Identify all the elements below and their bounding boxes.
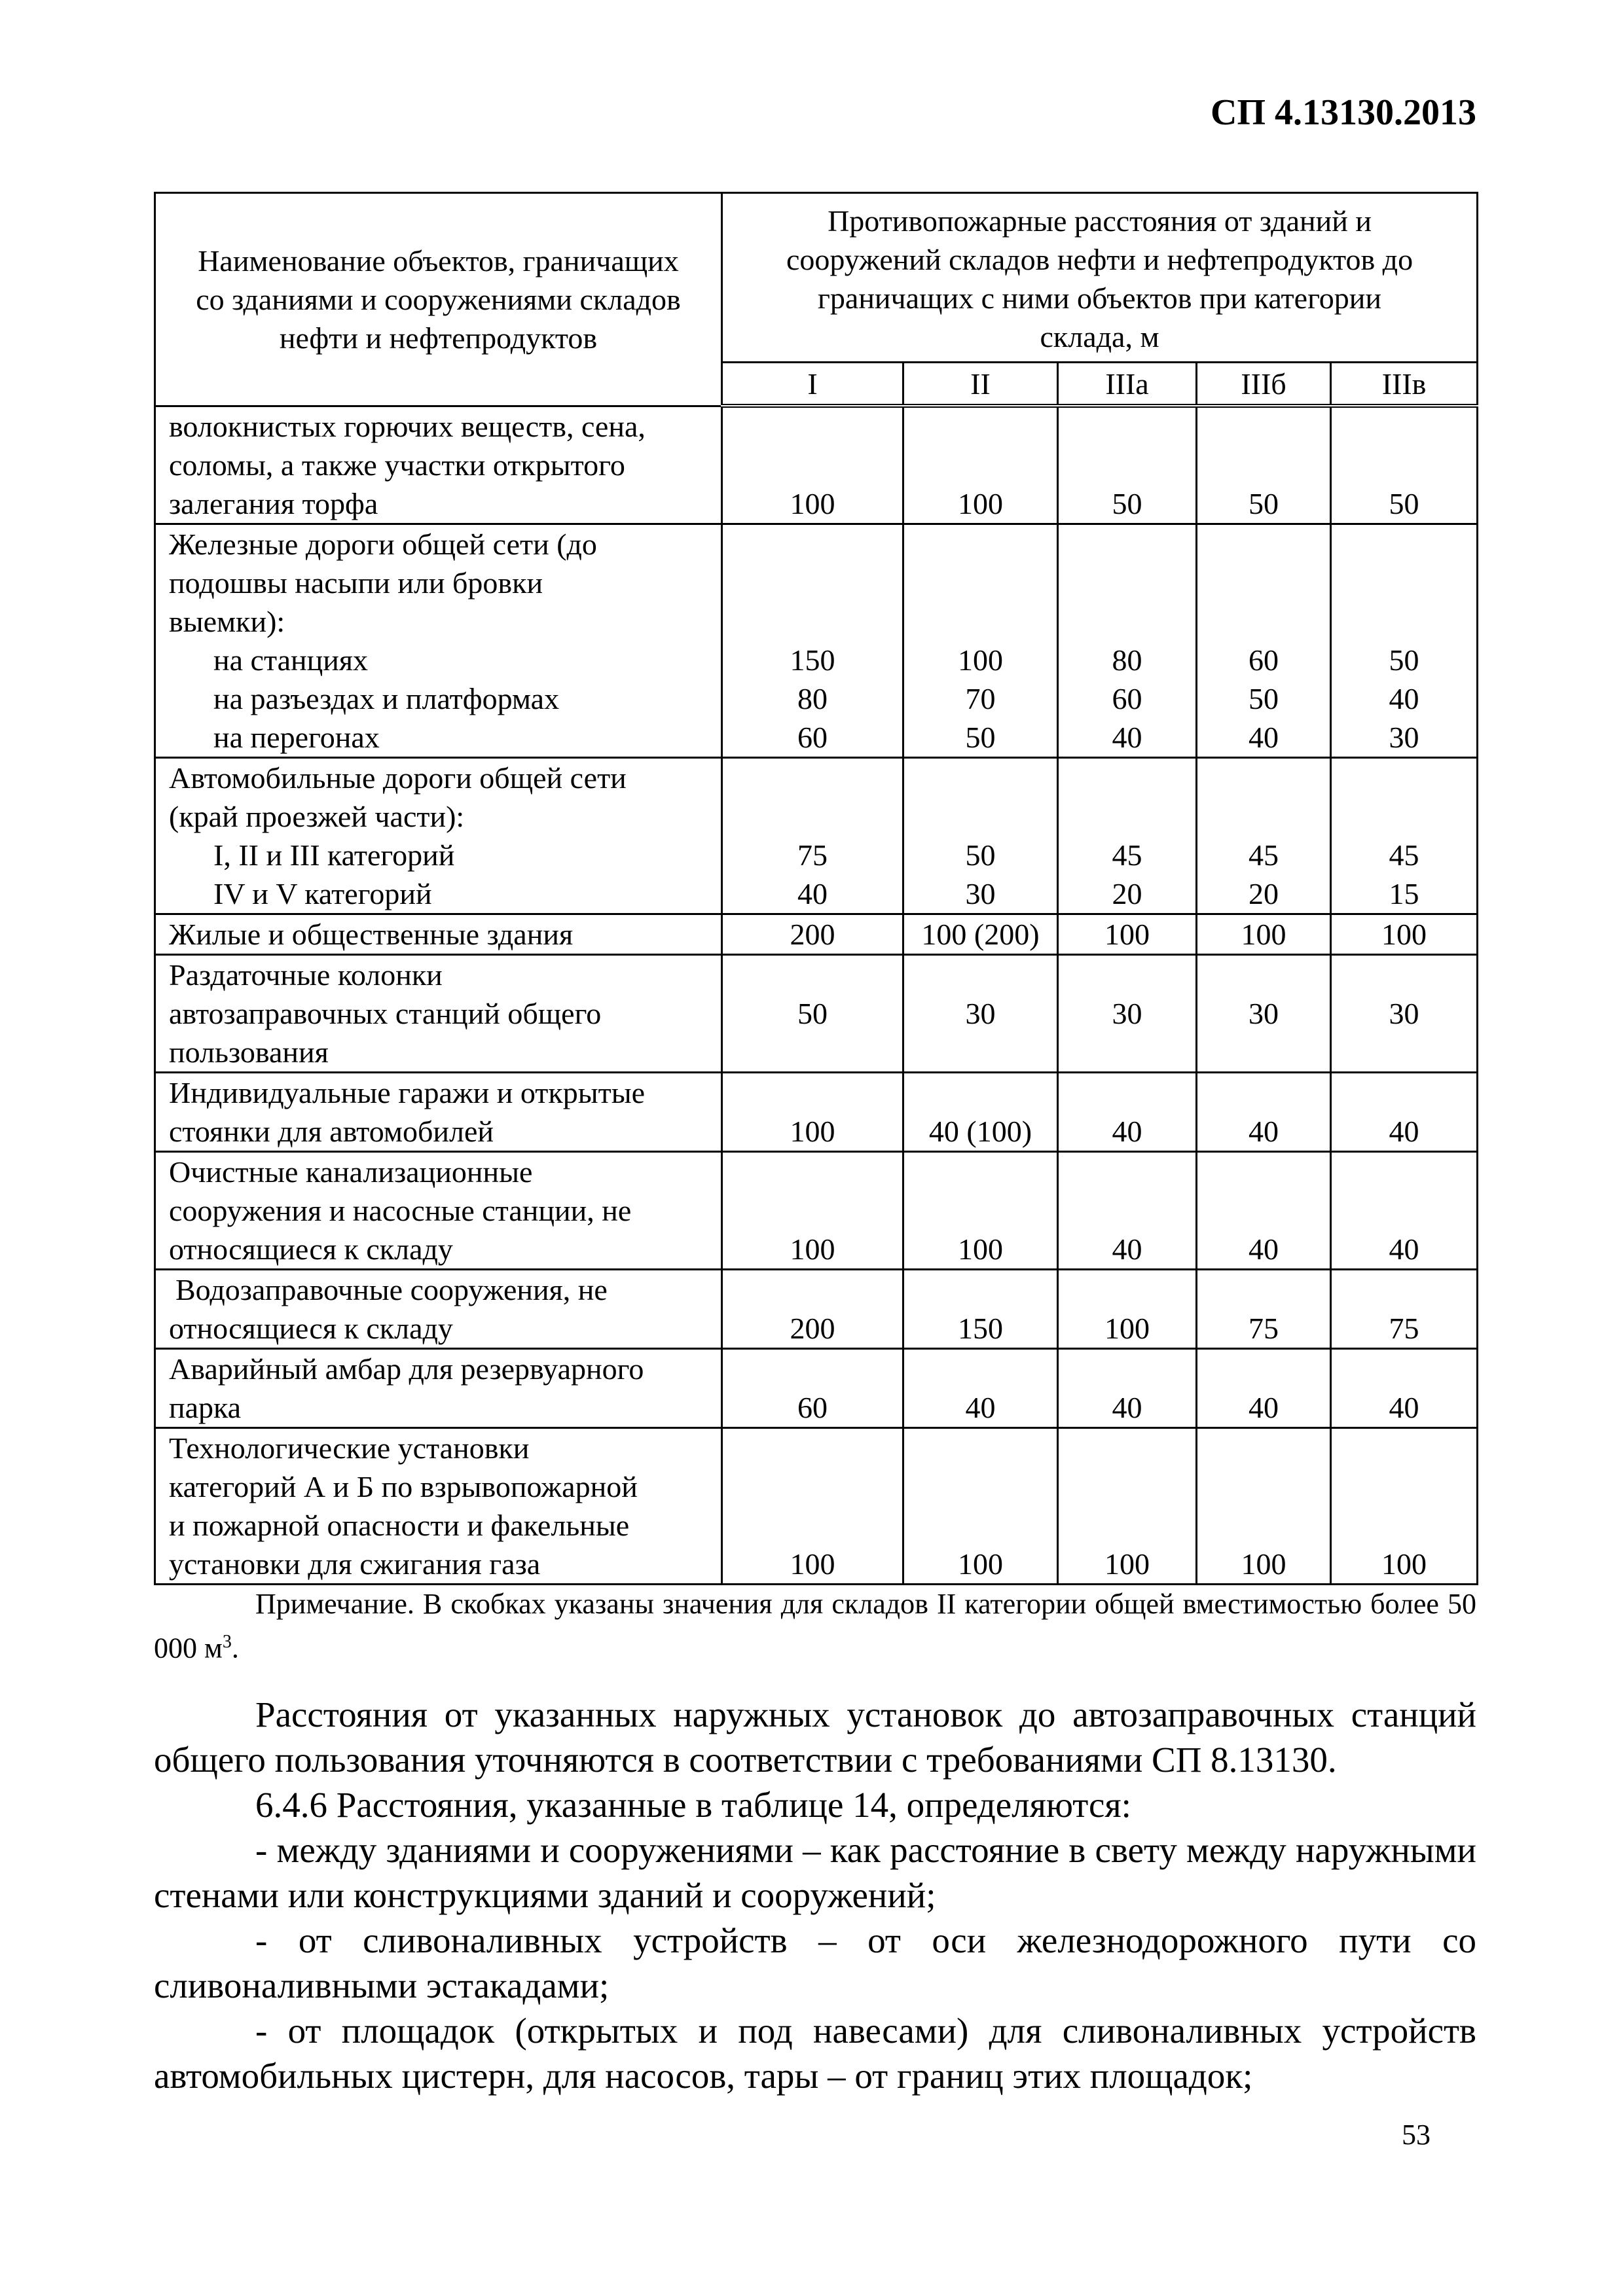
object-name-line: Очистные канализационные [169,1155,533,1189]
object-name-line: Жилые и общественные здания [169,917,574,951]
distance-group-header-line: сооружений складов нефти и нефтепродуктов до [786,243,1413,276]
distance-value: 70 [965,681,996,715]
distance-value-cell [1331,757,1478,914]
table-row [155,1269,1478,1348]
object-name-line: автозаправочных станций общего [169,996,602,1030]
distance-value: 40 [797,876,828,910]
distance-value-cell: 100 [1331,914,1478,954]
object-name-line: категорий А и Б по взрывопожарной [169,1469,638,1503]
distance-value-cell: 100 [722,406,903,524]
table-row [155,1072,1478,1151]
distance-value-cell: 50 [1331,406,1478,524]
distance-value-cell: 100 (200) [903,914,1058,954]
object-subitem-line: на станциях [213,643,369,677]
distance-value-cell [1058,524,1197,757]
distance-value-cell: 200 [722,1269,903,1348]
object-name-line: установки для сжигания газа [169,1547,541,1581]
distance-value: 150 [790,643,835,677]
object-name-line: парка [169,1390,242,1424]
distance-value-cell: 40 [1197,1072,1331,1151]
table-row [155,757,1478,914]
distance-value-cell: 100 [1058,914,1197,954]
object-name-line: сооружения и насосные станции, не [169,1193,632,1227]
object-name-line: стоянки для автомобилей [169,1114,494,1148]
object-name-line: и пожарной опасности и факельные [169,1508,630,1542]
distance-value-cell: 100 [722,1427,903,1584]
table-row [155,406,1478,524]
distance-group-header-line: Противопожарные расстояния от зданий и [828,204,1372,238]
distance-value-cell [903,524,1058,757]
distance-group-header-line: склада, м [1040,320,1159,353]
document-id: СП 4.13130.2013 [1211,92,1476,133]
distance-value: 40 [1389,681,1419,715]
body-paragraph: Расстояния от указанных наружных установок до автозаправочных станций общего пользования уточняются в соответствии с требованиями СП 8.13130. [154,1695,1476,1780]
distance-value: 80 [1112,643,1142,677]
distance-value: 20 [1249,876,1279,910]
object-name-line: относящиеся к складу [169,1232,453,1266]
category-header: II [903,363,1058,406]
object-name-line: Индивидуальные гаражи и открытые [169,1075,646,1109]
page-number: 53 [1402,2119,1431,2151]
object-name-line: залегания торфа [169,486,378,520]
distance-value-cell: 30 [1058,954,1197,1072]
object-subitem-line: на разъездах и платформах [213,681,560,715]
distance-value-cell: 100 [1058,1269,1197,1348]
distance-value: 75 [797,838,828,872]
distance-value-cell: 40 [1331,1072,1478,1151]
distance-value: 15 [1389,876,1419,910]
distance-value-cell [1197,757,1331,914]
category-header: IIIа [1058,363,1197,406]
object-name-line: (край проезжей части): [169,799,465,833]
distance-value: 20 [1112,876,1142,910]
table-row [155,1348,1478,1427]
distance-value-cell: 40 (100) [903,1072,1058,1151]
note-end: . [231,1632,239,1664]
distance-value-cell [722,524,903,757]
distance-value-cell: 100 [1197,1427,1331,1584]
distance-value-cell: 40 [1058,1072,1197,1151]
object-subitem-line: на перегонах [213,720,380,754]
distance-value-cell: 40 [1197,1151,1331,1269]
distance-value-cell [903,757,1058,914]
distance-value: 45 [1112,838,1142,872]
body-paragraph: - между зданиями и сооружениями – как расстояние в свету между наружными стенами или конструкциями зданий и сооружений; [154,1830,1476,1915]
object-name-line: волокнистых горючих веществ, сена, [169,409,646,443]
category-header: IIIв [1331,363,1478,406]
object-name-line: Железные дороги общей сети (до [169,527,597,561]
distance-value: 60 [797,720,828,754]
object-name-line: соломы, а также участки открытого [169,448,625,482]
table-row [155,954,1478,1072]
distance-value-cell: 150 [903,1269,1058,1348]
object-name-cell [155,406,722,524]
category-header: IIIб [1197,363,1331,406]
distance-value-cell: 100 [1197,914,1331,954]
distance-table [154,192,1478,1585]
distance-value-cell: 100 [903,406,1058,524]
body-paragraph: 6.4.6 Расстояния, указанные в таблице 14, определяются: [255,1785,1131,1825]
table-note [154,1585,1476,1668]
body-paragraph: - от сливоналивных устройств – от оси железнодорожного пути со сливоналивными эстакадами; [154,1920,1476,2005]
distance-value-cell: 100 [722,1151,903,1269]
note-text: Примечание. В скобках указаны значения для складов II категории общей вместимостью более 50 000 м [154,1588,1476,1664]
distance-value-cell: 40 [1331,1151,1478,1269]
object-name-header-line: со зданиями и сооружениями складов [196,282,681,316]
distance-value-cell: 100 [1058,1427,1197,1584]
distance-value: 50 [1389,643,1419,677]
distance-value: 50 [965,838,996,872]
distance-value: 80 [797,681,828,715]
table-row [155,1151,1478,1269]
distance-value-cell: 75 [1331,1269,1478,1348]
object-name-line: выемки): [169,604,285,638]
distance-value-cell: 50 [722,954,903,1072]
note-superscript: 3 [222,1632,232,1652]
object-name-line: Водозаправочные сооружения, не [175,1272,608,1306]
distance-value-cell [1331,524,1478,757]
distance-value-cell: 100 [903,1427,1058,1584]
object-subitem-line: I, II и III категорий [213,838,455,872]
distance-value-cell: 40 [1058,1348,1197,1427]
object-name-cell [155,757,722,914]
object-name-cell [155,1348,722,1427]
distance-value: 30 [965,876,996,910]
distance-value: 100 [958,643,1003,677]
distance-value-cell: 40 [903,1348,1058,1427]
distance-value-cell [722,757,903,914]
object-name-line: пользования [169,1035,329,1069]
table-header-row [155,193,1478,363]
object-name-cell [155,1427,722,1584]
table-row [155,524,1478,757]
category-header: I [722,363,903,406]
table-body [155,406,1478,1584]
distance-value: 30 [1389,720,1419,754]
object-name-cell [155,1269,722,1348]
distance-value-cell: 50 [1058,406,1197,524]
distance-value: 50 [1249,681,1279,715]
distance-value-cell: 50 [1197,406,1331,524]
distance-value: 40 [1249,720,1279,754]
object-name-line: Аварийный амбар для резервуарного [169,1352,644,1386]
distance-value-cell [1197,524,1331,757]
object-name-header [155,193,722,406]
distance-value-cell: 30 [903,954,1058,1072]
distance-value: 45 [1249,838,1279,872]
object-name-cell [155,1151,722,1269]
object-name-line: Технологические установки [169,1431,530,1465]
distance-value: 45 [1389,838,1419,872]
distance-value-cell: 30 [1197,954,1331,1072]
distance-value: 60 [1112,681,1142,715]
object-name-cell [155,954,722,1072]
distance-value: 60 [1249,643,1279,677]
object-name-cell [155,524,722,757]
distance-value-cell: 40 [1197,1348,1331,1427]
object-name-header-line: Наименование объектов, граничащих [198,243,679,278]
body-text [154,1692,1476,2098]
distance-value: 50 [965,720,996,754]
table-row [155,914,1478,954]
object-name-cell [155,1072,722,1151]
table-row [155,1427,1478,1584]
object-name-cell [155,914,722,954]
distance-value-cell: 60 [722,1348,903,1427]
distance-group-header [722,193,1478,363]
distance-group-header-line: граничащих с ними объектов при категории [818,281,1382,315]
distance-value-cell: 100 [1331,1427,1478,1584]
distance-value-cell: 30 [1331,954,1478,1072]
distance-value-cell: 200 [722,914,903,954]
object-name-header-line: нефти и нефтепродуктов [279,321,598,355]
distance-value-cell: 75 [1197,1269,1331,1348]
distance-value-cell [1058,757,1197,914]
object-name-line: Раздаточные колонки [169,958,443,992]
object-subitem-line: IV и V категорий [213,876,432,910]
object-name-line: Автомобильные дороги общей сети [169,761,627,795]
object-name-line: подошвы насыпи или бровки [169,565,543,600]
body-paragraph: - от площадок (открытых и под навесами) для сливоналивных устройств автомобильных цистерн, для насосов, тары – от границ этих площадок; [154,2011,1476,2096]
distance-value-cell: 40 [1331,1348,1478,1427]
distance-value-cell: 100 [722,1072,903,1151]
distance-value: 40 [1112,720,1142,754]
distance-value-cell: 40 [1058,1151,1197,1269]
distance-value-cell: 100 [903,1151,1058,1269]
object-name-line: относящиеся к складу [169,1311,453,1345]
